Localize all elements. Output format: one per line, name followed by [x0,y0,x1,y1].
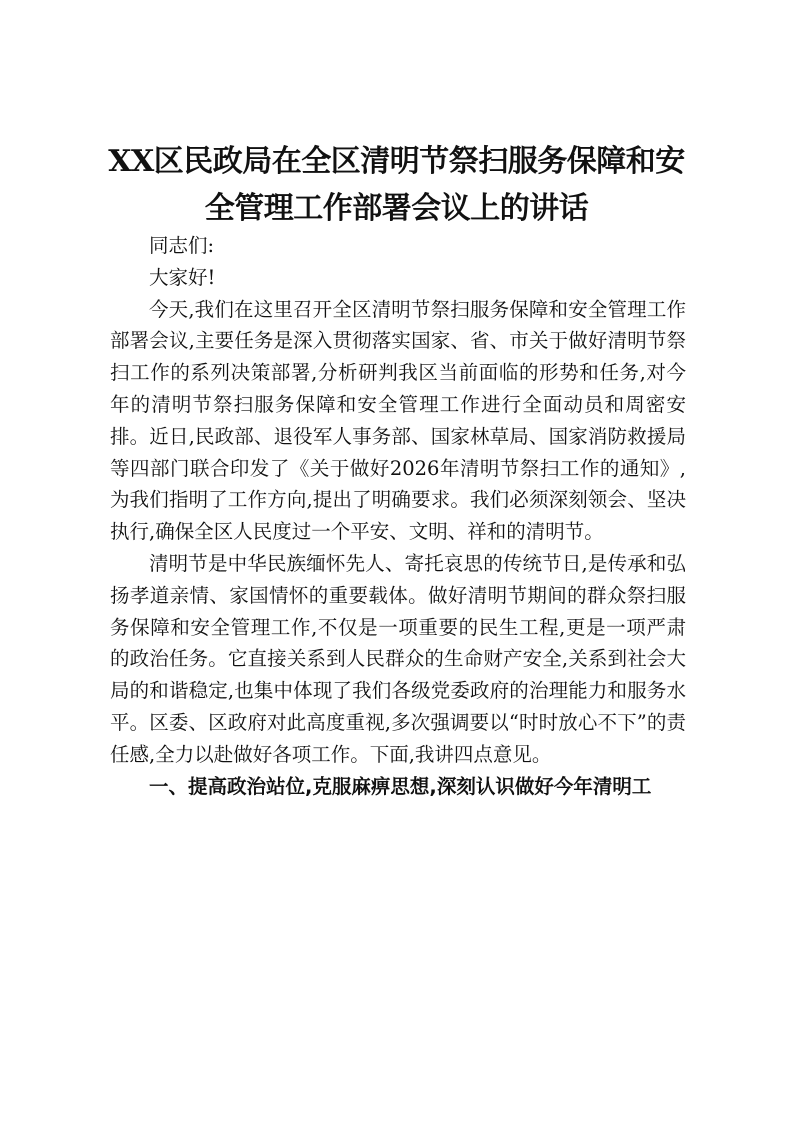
greeting-line: 同志们: [149,234,215,257]
section-heading: 一、提高政治站位,克服麻痹思想,深刻认识做好今年清明工 [149,774,652,798]
body-paragraph: 清明节是中华民族缅怀先人、寄托哀思的传统节日,是传承和弘扬孝道亲情、家国情怀的重要载体。做好清明节期间的群众祭扫服务保障和安全管理工作,不仅是一项重要的民生工程,更是一项严肃的政治任务。它直接关系到人民群众的生命财产安全,关系到社会大局的和谐稳定,也集中体现了我们各级党委政府的治理能力和服务水平。区委、区政府对此高度重视,多次强调要以“时时放心不下”的责任感,全力以赴做好各项工作。下面,我讲四点意见。 [110,551,686,766]
greeting-line: 大家好! [149,265,216,289]
document-body [110,230,686,802]
document-title: XX区民政局在全区清明节祭扫服务保障和安全管理工作部署会议上的讲话 [108,144,685,226]
body-paragraph: 今天,我们在这里召开全区清明节祭扫服务保障和安全管理工作部署会议,主要任务是深入贯彻落实国家、省、市关于做好清明节祭扫工作的系列决策部署,分析研判我区当前面临的形势和任务,对今年的清明节祭扫服务保障和安全管理工作进行全面动员和周密安排。近日,民政部、退役军人事务部、国家林草局、国家消防救援局等四部门联合印发了《关于做好2026年清明节祭扫工作的通知》,为我们指明了工作方向,提出了明确要求。我们必须深刻领会、坚决执行,确保全区人民度过一个平安、文明、祥和的清明节。 [110,297,686,544]
